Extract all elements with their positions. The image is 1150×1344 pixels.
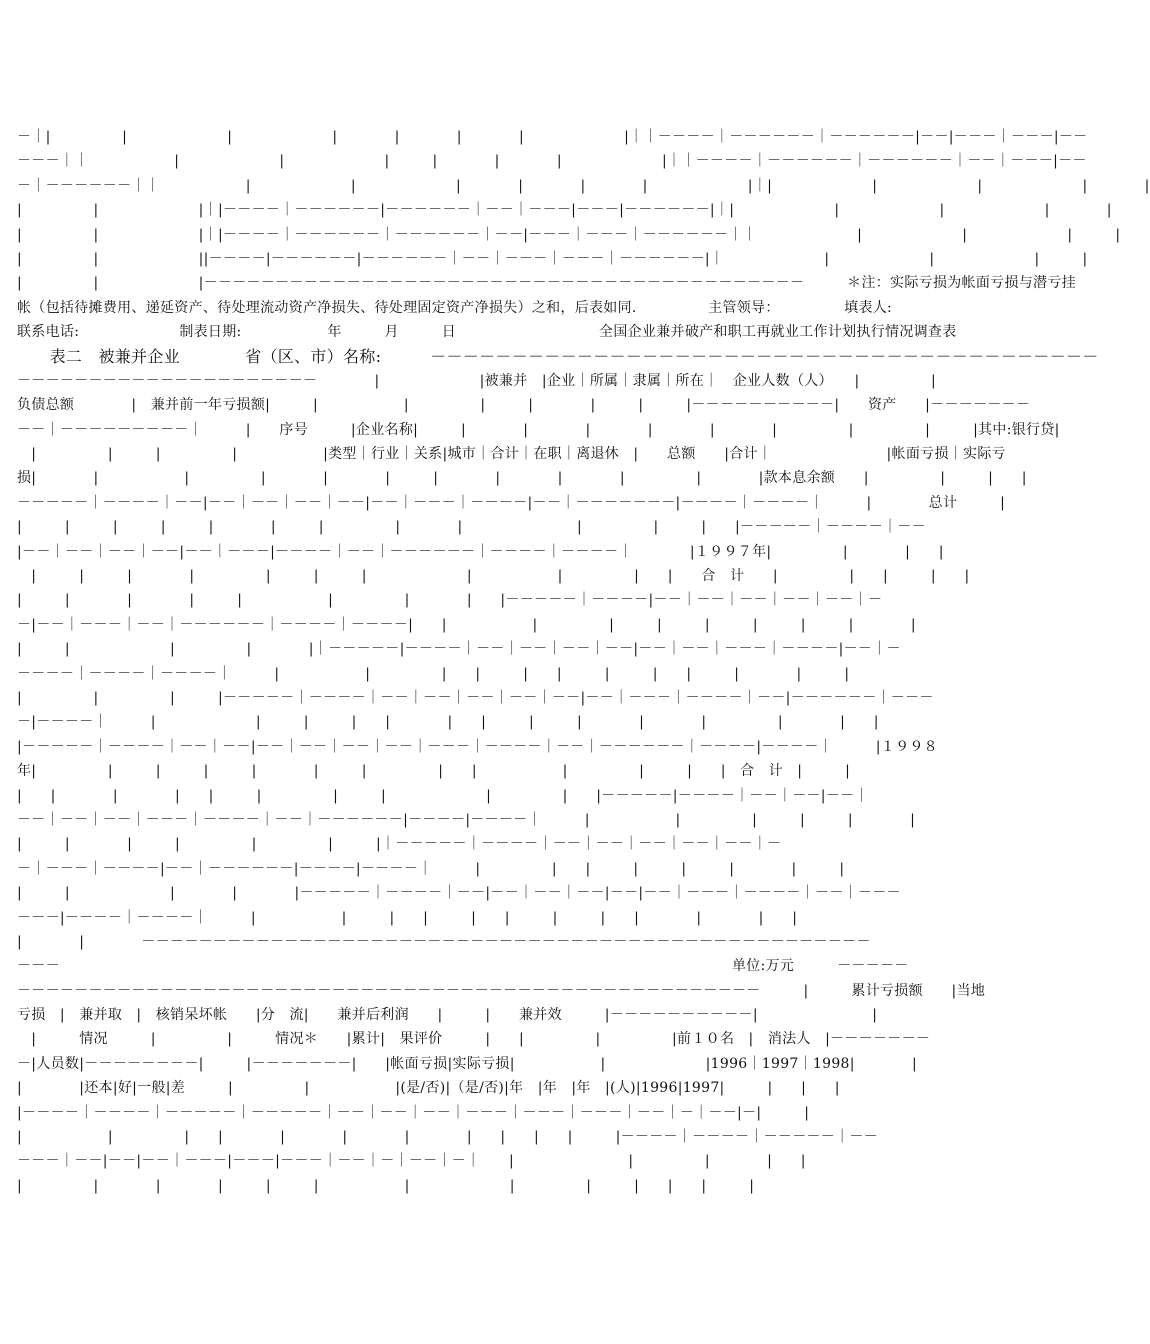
text-line: | 情况 | | 情况＊ |累计| 果评价 | | | |前１０名 | 消法人 |－－－－－－－	[17, 1031, 931, 1048]
text-line: －|－－｜－－－｜－－｜－－－－－－｜－－－－｜－－－－| | | | | | | | | |	[17, 616, 916, 633]
text-line: | | | | | | | | | | | | |	[17, 1177, 755, 1194]
text-line: －|－－－－｜ | | | | | | | | | | | | | |	[17, 714, 879, 731]
text-line: －－－－－｜－－－－｜－－|－－｜－－｜－－｜－－|－－｜－－－｜－－－－|－－｜－－－－－－－|－－－－｜－－－－｜ | 总计 |	[17, 494, 1006, 511]
text-line: | | | | |类型｜行业｜关系|城市｜合计｜在职｜离退休 | 总额 |合计｜ |帐面亏损｜实际亏	[17, 446, 1006, 463]
text-line: | | | | |｜－－－－－|－－－－｜－－｜－－｜－－｜－－|－－｜－－｜－－－｜－－－－|－－｜－	[17, 641, 901, 658]
text-line: | | | | | | | | |－－－－－｜－－－－|－－｜－－｜－－｜－－｜－－｜－	[17, 592, 883, 609]
text-line: －｜－－－｜－－－－|－－｜－－－－－－|－－－－|－－－－｜ | | | | | | | |	[17, 860, 845, 877]
note-line: 帐（包括待摊费用、递延资产、待处理流动资产净损失、待处理固定资产净损失）之和，后表如同. 主管领导： 填表人:	[17, 299, 893, 316]
text-line: －－－－｜－－－－｜－－－－｜ | | | | | | | | | | | |	[17, 665, 850, 682]
text-line: －－｜－－｜－－｜－－－｜－－－－｜－－｜－－－－－－|－－－－|－－－－｜ | | | | | |	[17, 811, 916, 828]
contact-line: 联系电话: 制表日期: 年 月 日 全国企业兼并破产和职工再就业工作计划执行情况调查表	[17, 324, 957, 341]
text-line: | | | | | | | | | | | | |－－－－－｜－－－－｜－－	[17, 519, 926, 536]
text-line: | | | | | | |｜－－－－－｜－－－－｜－－｜－－｜－－｜－－｜－－｜－	[17, 836, 782, 853]
text-line: －－－－－－－－－－－－－－－－－－－－－ | |被兼并 |企业｜所属｜隶属｜所在｜ 企业人数（人） | |	[17, 372, 936, 389]
text-line: －｜－－－－－－｜｜ | | | | | | |｜| | | | |	[17, 177, 1150, 194]
text-line: －－－|－－－－｜－－－－｜ | | | | | | | | | | | |	[17, 909, 798, 926]
unit-line: －－－ 单位:万元 －－－－－	[17, 958, 909, 975]
text-line: 损| | | | | | | | | | | |款本息余额 | | | |	[17, 470, 1027, 487]
text-line: |－－－－－｜－－－－｜－－｜－－|－－｜－－｜－－｜－－｜－－－｜－－－－｜－－｜－－－－－－｜－－－－|－－－－｜ |１９９８	[17, 738, 938, 755]
text-line: | | －－－－－－－－－－－－－－－－－－－－－－－－－－－－－－－－－－－－－－－－－－－－－－－－－－－	[17, 933, 871, 950]
text-line: | |还本|好|一般|差 | | |(是/否)|（是/否)|年 |年 |年 |(人)|1996|1997| | | |	[17, 1080, 840, 1097]
text-line: | | | | | | | | | | | |－－－－｜－－－－｜－－－－－｜－－	[17, 1129, 878, 1146]
document-text-block	[17, 125, 1150, 1198]
text-line: | | | | | | | | | | |－－－－－|－－－－｜－－｜－－|－－｜	[17, 787, 869, 804]
text-line: | | ||－－－－|－－－－－－|－－－－－－｜－－｜－－－｜－－－｜－－－－－－|｜ | | | |	[17, 250, 1088, 267]
text-line: | | | | | | | | | | | 合 计 | | | | |	[17, 568, 970, 585]
text-line: 负债总额 | 兼并前一年亏损额| | | | | | | |－－－－－－－－－－| 资产 |－－－－－－－	[17, 397, 1031, 414]
text-line: | | |｜|－－－－｜－－－－－－|－－－－－－｜－－｜－－－|－－－|－－－－－－|｜| | | | |	[17, 202, 1112, 219]
text-line: －－－｜－－|－－|－－｜－－－|－－－|－－－｜－－｜－｜－－｜－｜ | | | | |	[17, 1153, 806, 1170]
text-line: | | | |－－－－－｜－－－－｜－－｜－－｜－－｜－－｜－－|－－｜－－－｜－－－－｜－－|－－－－－－｜－－－	[17, 689, 934, 706]
text-line: | | |｜|－－－－｜－－－－－－｜－－－－－－｜－－|－－－｜－－－｜－－－－－－｜｜ | | | |	[17, 226, 1121, 243]
text-line: 年| | | | | | | | | | | | | 合 计 | |	[17, 763, 851, 780]
text-line: |－－｜－－｜－－｜－－|－－｜－－－|－－－－｜－－｜－－－－－－｜－－－－｜－－－－｜ |１９９７年| | | |	[17, 543, 944, 560]
text-line: －－｜－－－－－－－－－｜ | 序号 |企业名称| | | | | | | | | |其中:银行贷|	[17, 421, 1060, 438]
note-line: | | |－－－－－－－－－－－－－－－－－－－－－－－－－－－－－－－－－－－－－－－－－－ ＊注：实际亏损为帐面亏损与潜亏挂	[17, 275, 1076, 292]
text-line: |－－－－｜－－－－｜－－－－－｜－－－－－｜－－｜－－｜－－｜－－－｜－－－｜－－－｜－－｜－｜－－|－| |	[17, 1104, 810, 1121]
text-line: 亏损 | 兼并取 | 核销呆坏帐 |分 流| 兼并后利润 | | 兼并效 |－－－－－－－－－－| |	[17, 1007, 878, 1024]
text-line: －｜| | | | | | | |｜｜－－－－｜－－－－－－｜－－－－－－|－－|－－－｜－－－|－－	[17, 129, 1088, 145]
text-line: －－－｜｜ | | | | | | |｜｜－－－－｜－－－－－－｜－－－－－－｜－－｜－－－|－－	[17, 153, 1087, 170]
text-line: －－－－－－－－－－－－－－－－－－－－－－－－－－－－－－－－－－－－－－－－－－－－－－－－－－－－ | 累计亏损额 |当地	[17, 982, 986, 999]
text-line: －|人员数|－－－－－－－－| |－－－－－－－| |帐面亏损|实际亏损| | |1996｜1997｜1998| |	[17, 1055, 917, 1072]
text-line: | | | | |－－－－－｜－－－－｜－－|－－｜－－｜－－|－－|－－｜－－－｜－－－－｜－－｜－－－	[17, 885, 901, 902]
table-title-line: 表二 被兼并企业 省（区、市）名称: －－－－－－－－－－－－－－－－－－－－－－－－－－－－－－－－－－－－－－－－－	[17, 346, 1099, 366]
